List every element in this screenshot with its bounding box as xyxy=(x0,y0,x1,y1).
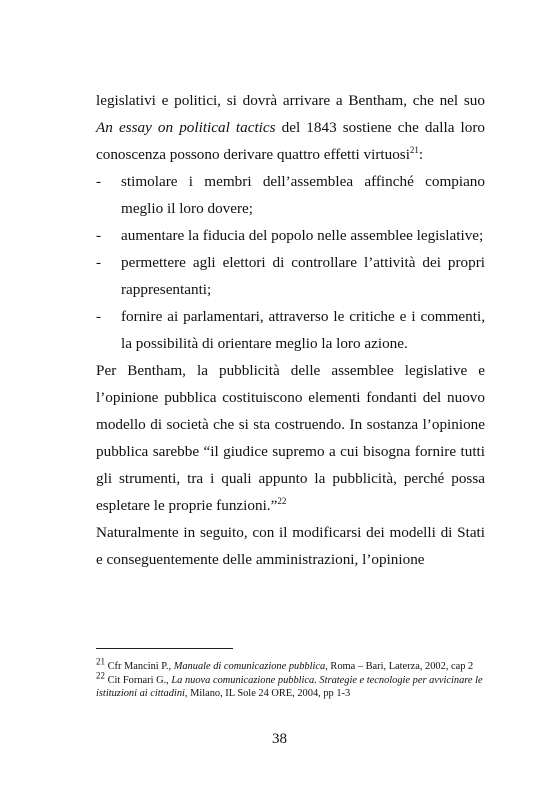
footnote-text: Cit Fornari G., xyxy=(105,674,172,686)
footnotes xyxy=(96,656,485,701)
footnote-title: Manuale di comunicazione pubblica xyxy=(173,661,326,672)
footnote-ref-21: 21 xyxy=(409,144,419,155)
list-item xyxy=(96,303,485,357)
footnote-separator xyxy=(96,648,233,649)
intro-lead: legislativi e politici, si dovrà arrivare a Bentham, che nel suo xyxy=(96,92,485,109)
footnote-21 xyxy=(96,656,485,674)
list-item-text: aumentare la fiducia del popolo nelle assemblee legislative; xyxy=(121,227,484,244)
list-item-text: fornire ai parlamentari, attraverso le critiche e i commenti, la possibilità di orientare meglio la loro azione. xyxy=(121,308,485,352)
footnote-number: 22 xyxy=(96,670,105,681)
page-number: 38 xyxy=(272,731,287,747)
bentham-paragraph xyxy=(96,357,485,519)
book-title: An essay on political tactics xyxy=(96,119,276,136)
list-item-text: stimolare i membri dell’assemblea affinché compiano meglio il loro dovere; xyxy=(121,173,485,217)
bullet-dash: - xyxy=(96,308,102,325)
closing-paragraph: Naturalmente in seguito, con il modificarsi dei modelli di Stati e conseguentemente delle amministrazioni, l’opinione xyxy=(96,524,485,568)
list-item xyxy=(96,168,485,222)
footnote-text: Cfr Mancini P., xyxy=(105,661,174,672)
footnote-title: La nuova comunicazione pubblica. Strategie e tecnologie per avvicinare le istituzioni ai cittadini xyxy=(96,674,483,699)
bullet-dash: - xyxy=(96,227,102,244)
bullet-dash: - xyxy=(96,254,102,271)
footnote-ref-22: 22 xyxy=(277,495,287,506)
intro-tail: : xyxy=(418,146,424,163)
main-text xyxy=(96,87,485,573)
footnote-text: , Roma – Bari, Laterza, 2002, cap 2 xyxy=(325,661,474,672)
list-item-text: permettere agli elettori di controllare l’attività dei propri rappresentanti; xyxy=(121,254,485,298)
footnote-22 xyxy=(96,670,485,701)
bullet-dash: - xyxy=(96,173,102,190)
list-item xyxy=(96,249,485,303)
intro-paragraph xyxy=(96,87,485,168)
footnote-number: 21 xyxy=(96,656,105,667)
footnote-text: , Milano, IL Sole 24 ORE, 2004, pp 1-3 xyxy=(184,688,351,699)
list-item xyxy=(96,222,485,249)
intro-middle: del 1843 sostiene che dalla loro conoscenza possono derivare quattro effetti virtuosi xyxy=(96,119,485,163)
bentham-paragraph-text: Per Bentham, la pubblicità delle assemblee legislative e l’opinione pubblica costituiscono elementi fondanti del nuovo modello di società che si sta costruendo. In sostanza l’opinione pubblica sarebbe “il giudice supremo a cui bisogna fornire tutti gli strumenti, tra i quali appunto la pubblicità, perché possa espletare le proprie funzioni.” xyxy=(96,362,485,514)
